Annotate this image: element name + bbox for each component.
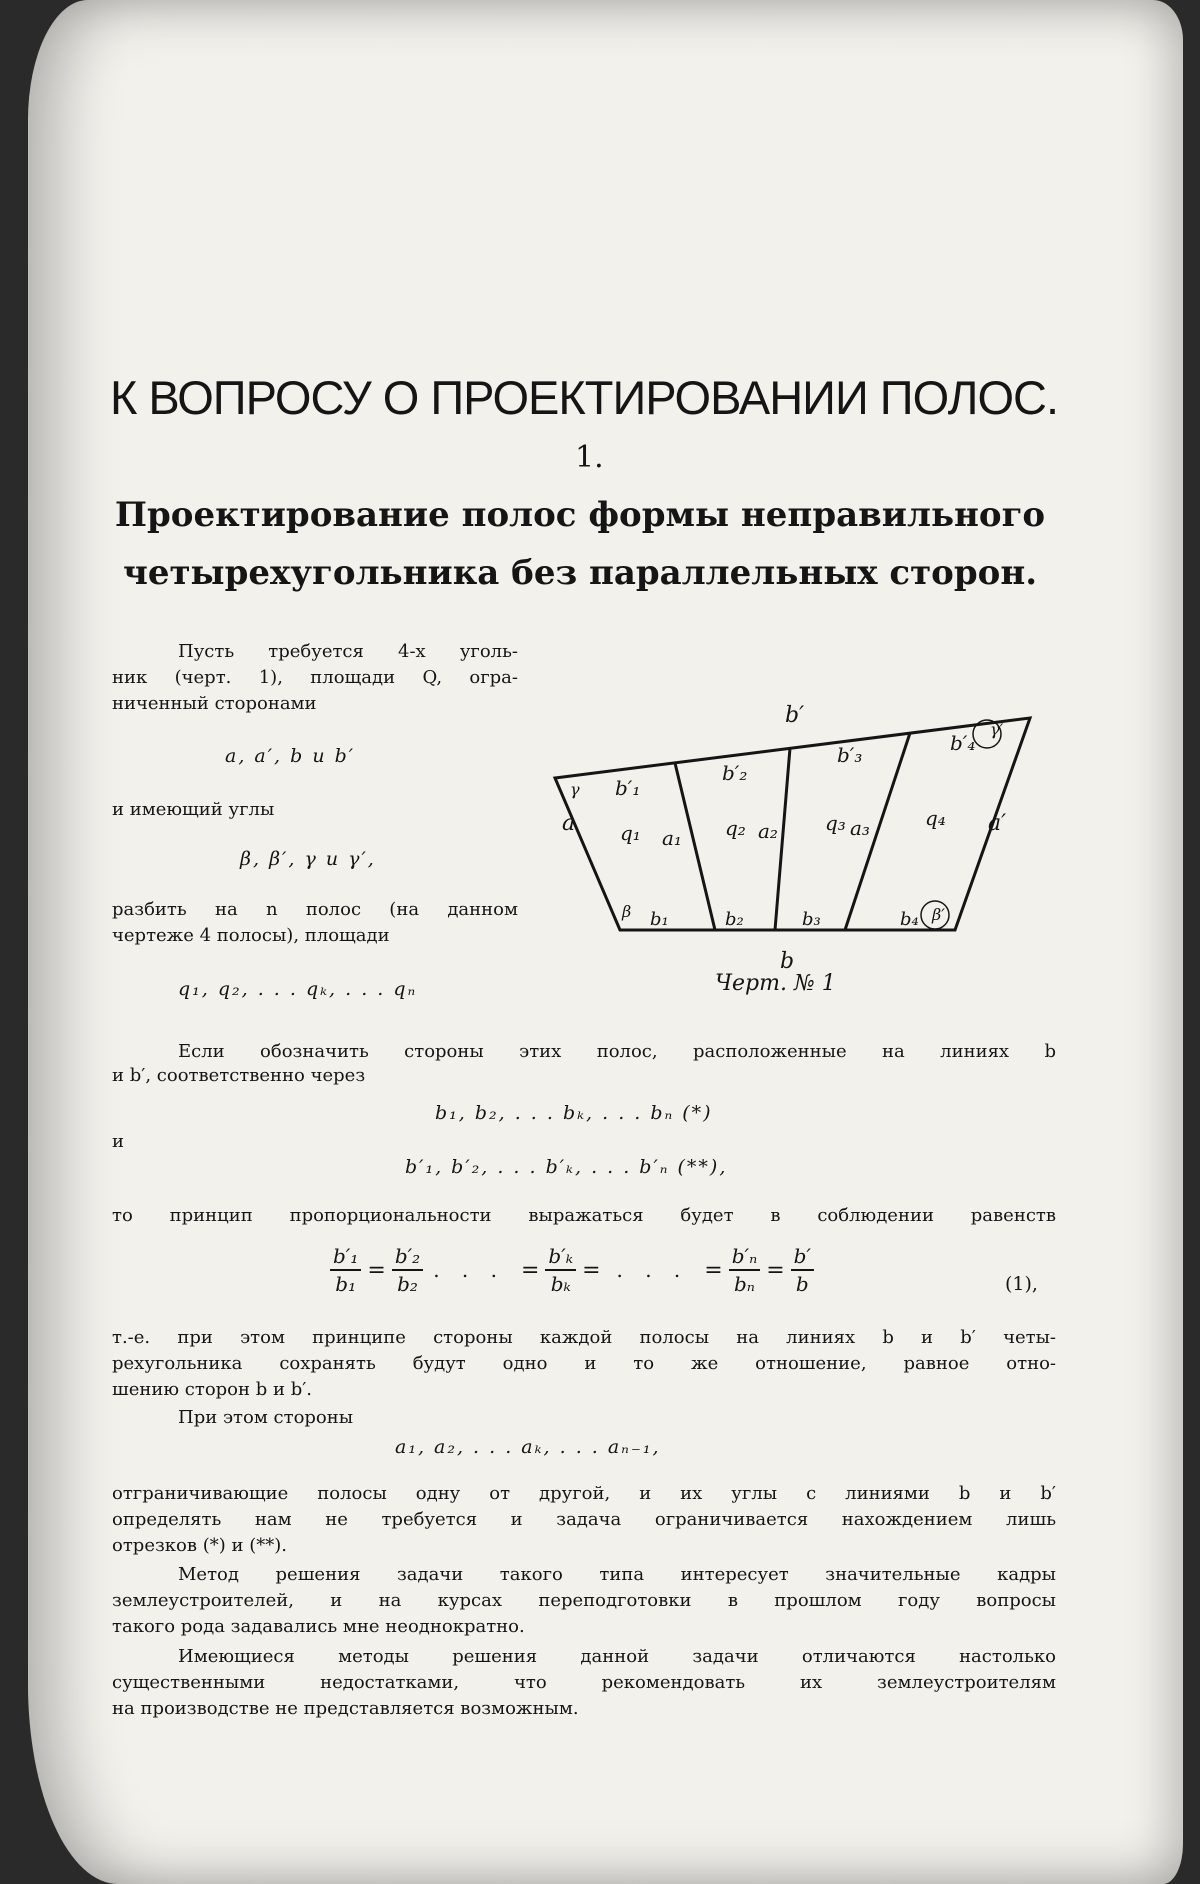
label-gamma-right: γ′ [990, 720, 1004, 739]
label-q3: q₃ [825, 811, 846, 835]
subtitle-line-2: четырехугольника без параллельных сторон. [122, 553, 1038, 593]
label-b2-prime: b′₂ [722, 761, 748, 785]
label-q1: q₁ [620, 821, 641, 845]
label-b2: b₂ [725, 909, 744, 930]
sequence-a: a₁, a₂, . . . aₖ, . . . aₙ₋₁, [395, 1436, 661, 1458]
sequence-b-prime: b′₁, b′₂, . . . b′ₖ, . . . b′ₙ (**), [405, 1156, 728, 1178]
figure-caption: Черт. № 1 [715, 971, 836, 996]
label-b4: b₄ [900, 909, 919, 930]
body-p2: то принцип пропорциональности выражаться будет в соблюдении равенств [112, 1205, 1056, 1226]
intro-line-1: Пусть требуется 4-х уголь- [178, 641, 518, 662]
intro-sides: a, a′, b и b′ [225, 745, 356, 767]
body-p1-line-2: и b′, соответственно через [112, 1065, 366, 1086]
conjunction-and: и [112, 1131, 124, 1152]
body-p5-line-1: отграничивающие полосы одну от другой, и их углы с линиями b и b′ [112, 1483, 1056, 1504]
body-p5-line-3: отрезков (*) и (**). [112, 1535, 287, 1556]
body-p5-line-2: определять нам не требуется и задача ограничивается нахождением лишь [112, 1509, 1056, 1530]
label-b-bottom: b [780, 949, 795, 974]
label-beta-right: β′ [932, 905, 945, 924]
label-b-top: b′ [785, 703, 805, 728]
body-p3-line-3: шению сторон b и b′. [112, 1379, 313, 1400]
body-p7-line-1: Имеющиеся методы решения данной задачи отличаются настолько [178, 1646, 1056, 1667]
body-p7-line-2: существенными недостатками, что рекомендовать их землеустроителям [112, 1672, 1056, 1693]
body-p6-line-2: землеустроителей, и на курсах переподготовки в прошлом году вопросы [112, 1590, 1056, 1611]
label-gamma-left: γ [570, 780, 580, 799]
fraction-total: $\frac{b'}{b}$ [791, 1243, 814, 1297]
label-b1: b₁ [650, 909, 669, 930]
section-subtitle [100, 486, 1060, 602]
intro-areas: q₁, q₂, . . . qₖ, . . . qₙ [178, 978, 418, 1000]
equation-1: $\frac{\text{b′₁}}{\text{b₁}}$ = $\frac{\text{b′₂}}{\text{b₂}}$ . . . = $\frac{\text{b′ₖ}}{\text{bₖ}}$ = . . . = $\frac{\text{b′ₙ}}{\text{bₙ}}$ = $\frac{b'}{b}$ [330, 1240, 814, 1300]
body-p6-line-3: такого рода задавались мне неоднократно. [112, 1616, 525, 1637]
body-p3-line-2: рехугольника сохранять будут одно и то же отношение, равное отно- [112, 1353, 1056, 1374]
body-p1-line-1: Если обозначить стороны этих полос, расположенные на линиях b [178, 1041, 1056, 1062]
equation-number: (1), [1005, 1273, 1038, 1295]
label-b3-prime: b′₃ [837, 743, 863, 767]
subtitle-line-1: Проектирование полос формы неправильного [114, 495, 1046, 535]
label-b4-prime: b′₄ [950, 731, 976, 755]
label-q2: q₂ [725, 816, 746, 840]
label-a-left: a [562, 811, 576, 836]
body-p3-line-1: т.-е. при этом принципе стороны каждой полосы на линиях b и b′ четы- [112, 1327, 1056, 1348]
label-b1-prime: b′₁ [615, 776, 641, 800]
intro-angles-label: и имеющий углы [112, 799, 275, 820]
intro-line-2: ник (черт. 1), площади Q, огра- [112, 667, 518, 688]
intro-line-3: ниченный сторонами [112, 693, 317, 714]
body-p7-line-3: на производстве не представляется возможным. [112, 1698, 579, 1719]
label-a1: a₁ [662, 826, 682, 850]
label-a3: a₃ [850, 816, 870, 840]
label-a2: a₂ [758, 819, 778, 843]
label-a-right: a′ [988, 811, 1007, 836]
label-beta-left: β [622, 902, 632, 921]
section-number: 1. [575, 440, 604, 475]
body-p6-line-1: Метод решения задачи такого типа интересует значительные кадры [178, 1564, 1056, 1585]
label-q4: q₄ [925, 806, 946, 830]
body-p4: При этом стороны [178, 1407, 354, 1428]
fraction-k: $\frac{\text{b′ₖ}}{\text{bₖ}}$ [545, 1243, 576, 1297]
article-title: К ВОПРОСУ О ПРОЕКТИРОВАНИИ ПОЛОС. [110, 371, 1059, 424]
figure-quadrilateral [540, 690, 1060, 1000]
intro-split-line-1: разбить на n полос (на данном [112, 899, 518, 920]
fraction-n: $\frac{\text{b′ₙ}}{\text{bₙ}}$ [729, 1243, 760, 1297]
fraction-2: $\frac{\text{b′₂}}{\text{b₂}}$ [392, 1243, 423, 1297]
intro-split-line-2: чертеже 4 полосы), площади [112, 925, 390, 946]
intro-angles: β, β′, γ и γ′, [240, 848, 376, 870]
fraction-1: $\frac{\text{b′₁}}{\text{b₁}}$ [330, 1243, 361, 1297]
sequence-b: b₁, b₂, . . . bₖ, . . . bₙ (*) [435, 1102, 713, 1124]
label-b3: b₃ [802, 909, 821, 930]
